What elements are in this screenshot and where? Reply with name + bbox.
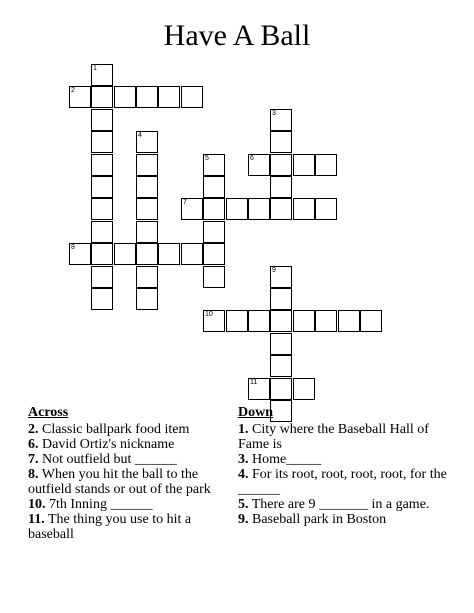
grid-cell[interactable] [91, 221, 113, 243]
grid-cell[interactable] [136, 221, 158, 243]
grid-cell[interactable] [293, 198, 315, 220]
grid-cell[interactable] [270, 310, 292, 332]
clue-number-label: 10 [205, 311, 213, 318]
clue-number-label: 3 [272, 110, 276, 117]
clue-across-8 [28, 467, 228, 497]
clue-down-3 [238, 452, 448, 467]
clue-down-4 [238, 467, 448, 497]
clue-number: 4. [238, 467, 249, 482]
clue-text: Not outfield but ______ [42, 452, 177, 467]
across-heading: Across [28, 405, 69, 420]
grid-cell[interactable] [136, 198, 158, 220]
grid-cell[interactable] [270, 131, 292, 153]
grid-cell[interactable] [315, 154, 337, 176]
grid-cell[interactable] [114, 86, 136, 108]
clue-number-label: 4 [138, 132, 142, 139]
clue-number: 11. [28, 512, 45, 527]
clue-text: Baseball park in Boston [252, 512, 387, 527]
grid-cell[interactable] [91, 64, 113, 86]
clue-text: Classic ballpark food item [42, 422, 190, 437]
grid-cell[interactable] [293, 310, 315, 332]
grid-cell[interactable] [91, 198, 113, 220]
clue-number: 10. [28, 497, 46, 512]
grid-cell[interactable] [293, 154, 315, 176]
grid-cell[interactable] [69, 86, 91, 108]
clue-number-label: 6 [250, 155, 254, 162]
grid-cell[interactable] [270, 198, 292, 220]
grid-cell[interactable] [270, 176, 292, 198]
puzzle-title: Have A Ball [163, 19, 311, 52]
grid-cell[interactable] [248, 310, 270, 332]
grid-cell[interactable] [270, 109, 292, 131]
grid-cell[interactable] [136, 288, 158, 310]
grid-cell[interactable] [136, 266, 158, 288]
grid-cell[interactable] [158, 243, 180, 265]
grid-cell[interactable] [114, 243, 136, 265]
clue-number-label: 7 [183, 199, 187, 206]
clue-number: 1. [238, 422, 249, 437]
grid-cell[interactable] [136, 176, 158, 198]
grid-cell[interactable] [203, 198, 225, 220]
grid-cell[interactable] [136, 131, 158, 153]
grid-cell[interactable] [270, 266, 292, 288]
grid-cell[interactable] [248, 378, 270, 400]
grid-cell[interactable] [181, 198, 203, 220]
grid-cell[interactable] [270, 154, 292, 176]
clue-number-label: 1 [93, 65, 97, 72]
down-clues [238, 405, 448, 527]
grid-cell[interactable] [136, 243, 158, 265]
clue-down-9 [238, 512, 448, 527]
grid-cell[interactable] [136, 154, 158, 176]
grid-cell[interactable] [91, 266, 113, 288]
clue-text: The thing you use to hit a baseball [28, 512, 192, 542]
down-heading: Down [238, 405, 274, 420]
clue-across-10 [28, 497, 228, 512]
clue-number-label: 11 [250, 379, 258, 386]
grid-cell[interactable] [203, 310, 225, 332]
clue-text: David Ortiz's nickname [42, 437, 175, 452]
clue-down-5 [238, 497, 448, 512]
grid-cell[interactable] [270, 355, 292, 377]
clue-text: For its root, root, root, root, for the ______ [238, 467, 447, 497]
grid-cell[interactable] [91, 109, 113, 131]
down-clue-list [238, 422, 448, 527]
clue-number: 7. [28, 452, 39, 467]
grid-cell[interactable] [270, 288, 292, 310]
grid-cell[interactable] [293, 378, 315, 400]
across-clue-list [28, 422, 228, 542]
grid-cell[interactable] [226, 310, 248, 332]
grid-cell[interactable] [338, 310, 360, 332]
grid-cell[interactable] [203, 154, 225, 176]
clue-text: When you hit the ball to the outfield stands or out of the park [28, 467, 211, 497]
grid-cell[interactable] [181, 86, 203, 108]
grid-cell[interactable] [203, 221, 225, 243]
clue-number: 3. [238, 452, 249, 467]
clue-number-label: 5 [205, 155, 209, 162]
grid-cell[interactable] [69, 243, 91, 265]
clue-down-1 [238, 422, 448, 452]
grid-cell[interactable] [181, 243, 203, 265]
clue-number: 6. [28, 437, 39, 452]
grid-cell[interactable] [91, 154, 113, 176]
grid-cell[interactable] [136, 86, 158, 108]
clue-number: 2. [28, 422, 39, 437]
grid-cell[interactable] [91, 176, 113, 198]
grid-cell[interactable] [360, 310, 382, 332]
grid-cell[interactable] [248, 198, 270, 220]
clue-across-7 [28, 452, 228, 467]
across-clues [28, 405, 228, 542]
clue-number-label: 8 [71, 244, 75, 251]
grid-cell[interactable] [91, 288, 113, 310]
grid-cell[interactable] [270, 333, 292, 355]
grid-cell[interactable] [158, 86, 180, 108]
clue-across-2 [28, 422, 228, 437]
clue-text: There are 9 _______ in a game. [251, 497, 430, 512]
grid-cell[interactable] [226, 198, 248, 220]
grid-cell[interactable] [315, 198, 337, 220]
grid-cell[interactable] [315, 310, 337, 332]
grid-cell[interactable] [270, 378, 292, 400]
clue-text: Home_____ [252, 452, 322, 467]
grid-cell[interactable] [203, 243, 225, 265]
grid-cell[interactable] [91, 243, 113, 265]
clue-across-11 [28, 512, 228, 542]
grid-cell[interactable] [248, 154, 270, 176]
clue-text: City where the Baseball Hall of Fame is [238, 422, 429, 452]
clue-text: 7th Inning ______ [49, 497, 153, 512]
clue-number-label: 2 [71, 87, 75, 94]
grid-cell[interactable] [203, 176, 225, 198]
clue-number: 9. [238, 512, 249, 527]
grid-cell[interactable] [203, 266, 225, 288]
clue-number: 5. [238, 497, 249, 512]
clue-number-label: 9 [272, 267, 276, 274]
clue-across-6 [28, 437, 228, 452]
grid-cell[interactable] [91, 86, 113, 108]
clue-number: 8. [28, 467, 39, 482]
grid-cell[interactable] [91, 131, 113, 153]
